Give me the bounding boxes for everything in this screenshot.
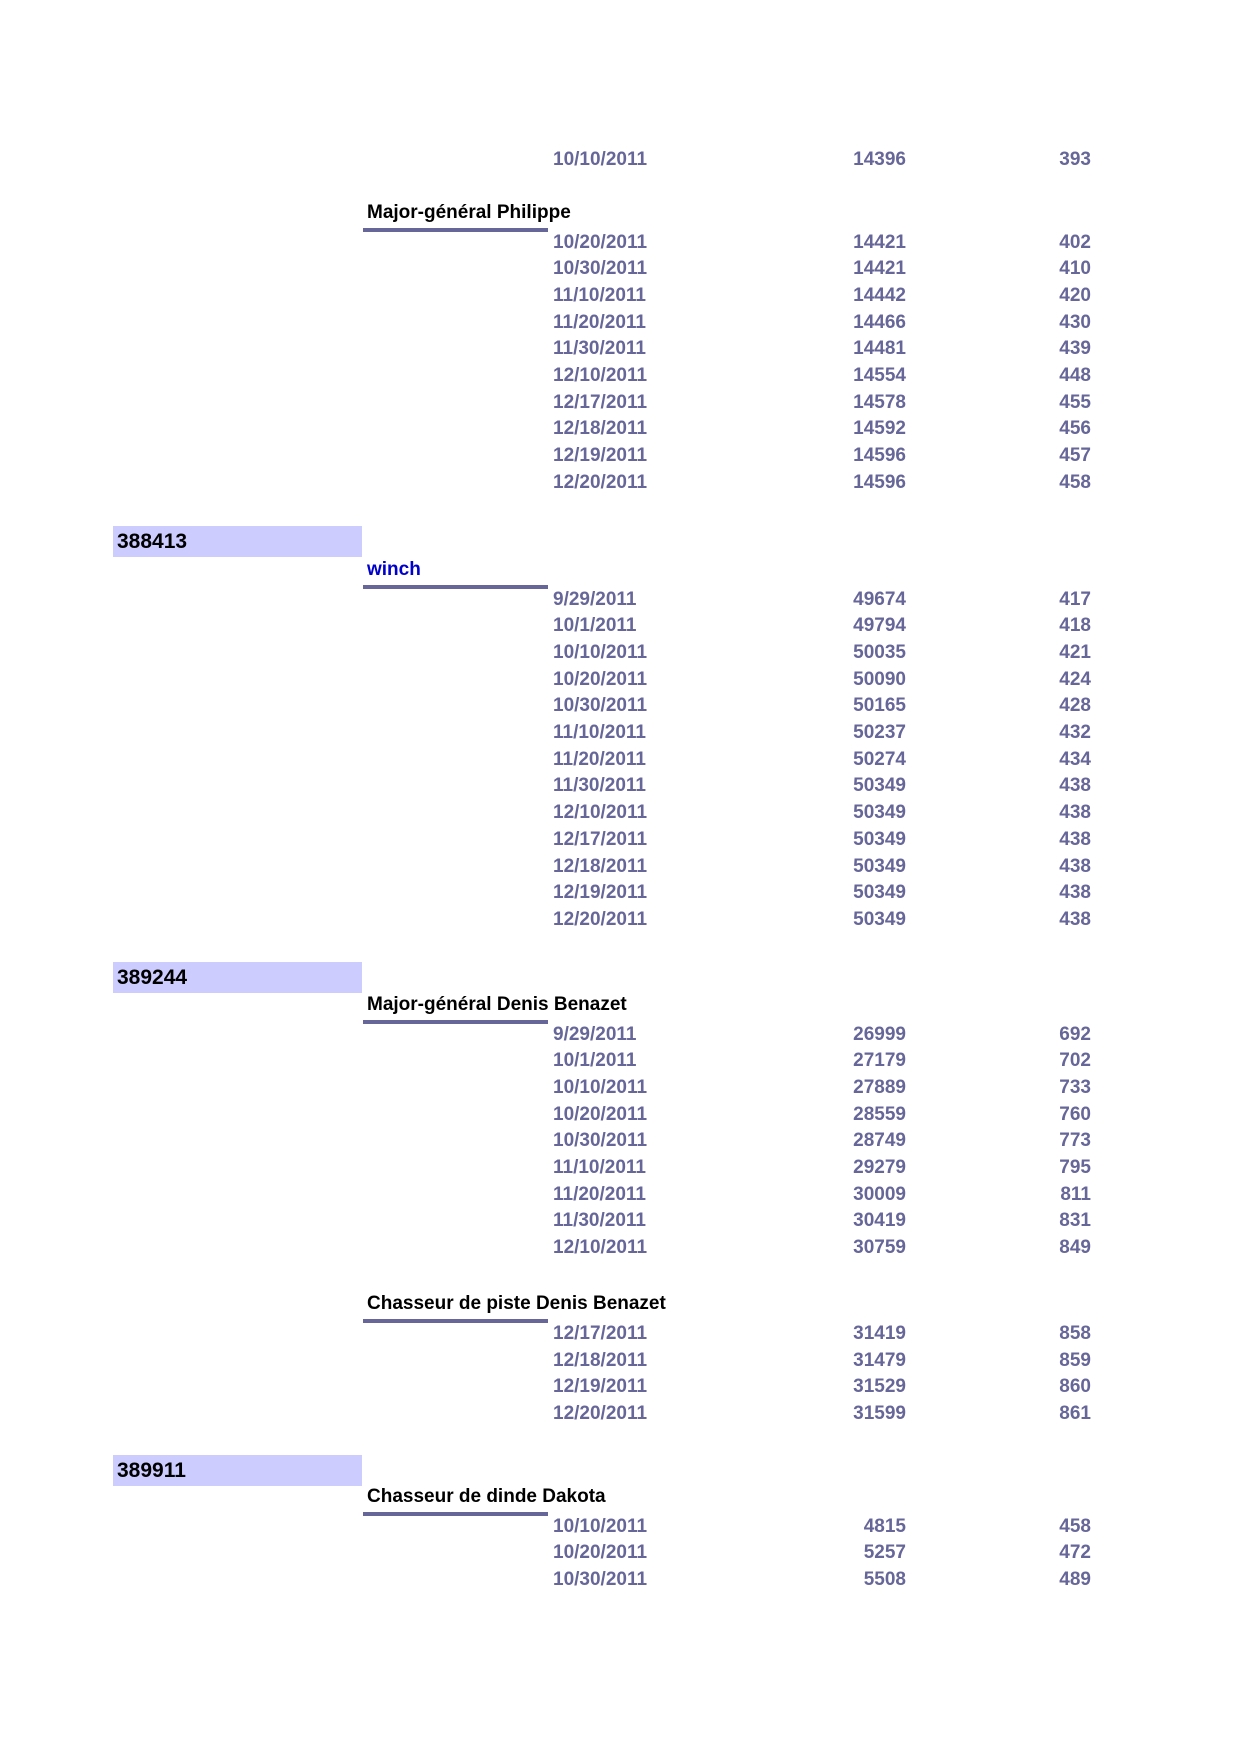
odometer-cell: 31419	[853, 1323, 906, 1344]
date-cell: 10/20/2011	[553, 669, 648, 690]
name-underline	[363, 1020, 548, 1024]
date-cell: 10/10/2011	[553, 642, 648, 663]
odometer-cell: 27889	[853, 1077, 906, 1098]
value-cell: 692	[1059, 1024, 1091, 1045]
value-cell: 434	[1059, 749, 1091, 770]
value-cell: 438	[1059, 829, 1091, 850]
date-cell: 10/20/2011	[553, 232, 648, 253]
date-cell: 11/20/2011	[553, 312, 646, 333]
value-cell: 795	[1059, 1157, 1091, 1178]
entry-name: Major-général Denis Benazet	[367, 994, 627, 1015]
odometer-cell: 50165	[853, 695, 906, 716]
odometer-cell: 49794	[853, 615, 906, 636]
odometer-cell: 14466	[853, 312, 906, 333]
value-cell: 424	[1059, 669, 1091, 690]
odometer-cell: 14592	[853, 418, 906, 439]
value-cell: 858	[1059, 1323, 1091, 1344]
value-cell: 831	[1059, 1210, 1091, 1231]
name-underline	[363, 585, 548, 589]
odometer-cell: 50274	[853, 749, 906, 770]
value-cell: 733	[1059, 1077, 1091, 1098]
date-cell: 11/10/2011	[553, 1157, 646, 1178]
odometer-cell: 28559	[853, 1104, 906, 1125]
odometer-cell: 27179	[853, 1050, 906, 1071]
date-cell: 10/30/2011	[553, 1130, 648, 1151]
value-cell: 457	[1059, 445, 1091, 466]
value-cell: 438	[1059, 775, 1091, 796]
value-cell: 430	[1059, 312, 1091, 333]
date-cell: 11/20/2011	[553, 749, 646, 770]
date-cell: 12/10/2011	[553, 802, 648, 823]
odometer-cell: 50349	[853, 882, 906, 903]
odometer-cell: 50349	[853, 829, 906, 850]
value-cell: 472	[1059, 1542, 1091, 1563]
odometer-cell: 30419	[853, 1210, 906, 1231]
value-cell: 420	[1059, 285, 1091, 306]
date-cell: 10/20/2011	[553, 1542, 648, 1563]
date-cell: 11/30/2011	[553, 1210, 646, 1231]
date-cell: 10/10/2011	[553, 1516, 648, 1537]
value-cell: 410	[1059, 258, 1091, 279]
date-cell: 9/29/2011	[553, 1024, 637, 1045]
odometer-cell: 50349	[853, 909, 906, 930]
value-cell: 458	[1059, 1516, 1091, 1537]
value-cell: 432	[1059, 722, 1091, 743]
value-cell: 421	[1059, 642, 1091, 663]
date-cell: 12/19/2011	[553, 882, 648, 903]
value-cell: 455	[1059, 392, 1091, 413]
odometer-cell: 14481	[853, 338, 906, 359]
value-cell: 456	[1059, 418, 1091, 439]
date-cell: 12/18/2011	[553, 418, 648, 439]
odometer-cell: 50237	[853, 722, 906, 743]
odometer-cell: 50349	[853, 775, 906, 796]
odometer-cell: 14421	[853, 232, 906, 253]
value-cell: 448	[1059, 365, 1091, 386]
value-cell: 489	[1059, 1569, 1091, 1590]
odometer-cell: 50349	[853, 802, 906, 823]
odometer-cell: 14596	[853, 445, 906, 466]
date-cell: 12/17/2011	[553, 829, 648, 850]
date-cell: 10/10/2011	[553, 1077, 648, 1098]
date-cell: 10/10/2011	[553, 149, 648, 170]
odometer-cell: 31599	[853, 1403, 906, 1424]
date-cell: 11/10/2011	[553, 722, 646, 743]
odometer-cell: 14421	[853, 258, 906, 279]
date-cell: 10/1/2011	[553, 1050, 637, 1071]
value-cell: 417	[1059, 589, 1091, 610]
name-underline	[363, 1319, 548, 1323]
value-cell: 458	[1059, 472, 1091, 493]
odometer-cell: 26999	[853, 1024, 906, 1045]
date-cell: 11/20/2011	[553, 1184, 646, 1205]
value-cell: 402	[1059, 232, 1091, 253]
date-cell: 12/10/2011	[553, 1237, 648, 1258]
date-cell: 12/19/2011	[553, 445, 648, 466]
value-cell: 773	[1059, 1130, 1091, 1151]
value-cell: 859	[1059, 1350, 1091, 1371]
date-cell: 10/30/2011	[553, 1569, 648, 1590]
date-cell: 12/18/2011	[553, 856, 648, 877]
odometer-cell: 5257	[863, 1542, 906, 1563]
name-underline	[363, 1512, 548, 1516]
odometer-cell: 14596	[853, 472, 906, 493]
odometer-cell: 50035	[853, 642, 906, 663]
date-cell: 12/18/2011	[553, 1350, 648, 1371]
odometer-cell: 31479	[853, 1350, 906, 1371]
date-cell: 10/1/2011	[553, 615, 637, 636]
group-id-highlight	[113, 962, 362, 993]
odometer-cell: 31529	[853, 1376, 906, 1397]
date-cell: 12/19/2011	[553, 1376, 648, 1397]
entry-name: Chasseur de dinde Dakota	[367, 1486, 606, 1507]
entry-name: Major-général Philippe	[367, 202, 571, 223]
value-cell: 418	[1059, 615, 1091, 636]
name-underline	[363, 228, 548, 232]
value-cell: 860	[1059, 1376, 1091, 1397]
odometer-cell: 49674	[853, 589, 906, 610]
date-cell: 10/20/2011	[553, 1104, 648, 1125]
date-cell: 12/20/2011	[553, 472, 648, 493]
value-cell: 393	[1059, 149, 1091, 170]
value-cell: 438	[1059, 882, 1091, 903]
odometer-cell: 14442	[853, 285, 906, 306]
date-cell: 12/20/2011	[553, 909, 648, 930]
value-cell: 760	[1059, 1104, 1091, 1125]
group-id-highlight	[113, 1455, 362, 1486]
group-id: 388413	[117, 530, 188, 553]
odometer-cell: 14554	[853, 365, 906, 386]
date-cell: 9/29/2011	[553, 589, 637, 610]
value-cell: 438	[1059, 909, 1091, 930]
odometer-cell: 30759	[853, 1237, 906, 1258]
odometer-cell: 50090	[853, 669, 906, 690]
group-id: 389911	[117, 1459, 186, 1482]
value-cell: 861	[1059, 1403, 1091, 1424]
value-cell: 439	[1059, 338, 1091, 359]
group-id-highlight	[113, 526, 362, 557]
value-cell: 702	[1059, 1050, 1091, 1071]
value-cell: 438	[1059, 856, 1091, 877]
odometer-cell: 30009	[853, 1184, 906, 1205]
value-cell: 428	[1059, 695, 1091, 716]
entry-name: Chasseur de piste Denis Benazet	[367, 1293, 666, 1314]
odometer-cell: 29279	[853, 1157, 906, 1178]
odometer-cell: 28749	[853, 1130, 906, 1151]
group-id: 389244	[117, 966, 188, 989]
date-cell: 12/17/2011	[553, 1323, 648, 1344]
date-cell: 10/30/2011	[553, 258, 648, 279]
date-cell: 10/30/2011	[553, 695, 648, 716]
date-cell: 11/10/2011	[553, 285, 646, 306]
value-cell: 849	[1059, 1237, 1091, 1258]
odometer-cell: 14396	[853, 149, 906, 170]
value-cell: 438	[1059, 802, 1091, 823]
date-cell: 11/30/2011	[553, 775, 646, 796]
odometer-cell: 4815	[863, 1516, 906, 1537]
odometer-cell: 5508	[863, 1569, 906, 1590]
entry-name-link[interactable]: winch	[367, 559, 421, 580]
odometer-cell: 14578	[853, 392, 906, 413]
odometer-cell: 50349	[853, 856, 906, 877]
date-cell: 12/20/2011	[553, 1403, 648, 1424]
value-cell: 811	[1060, 1184, 1091, 1205]
date-cell: 12/17/2011	[553, 392, 648, 413]
date-cell: 11/30/2011	[553, 338, 646, 359]
date-cell: 12/10/2011	[553, 365, 648, 386]
